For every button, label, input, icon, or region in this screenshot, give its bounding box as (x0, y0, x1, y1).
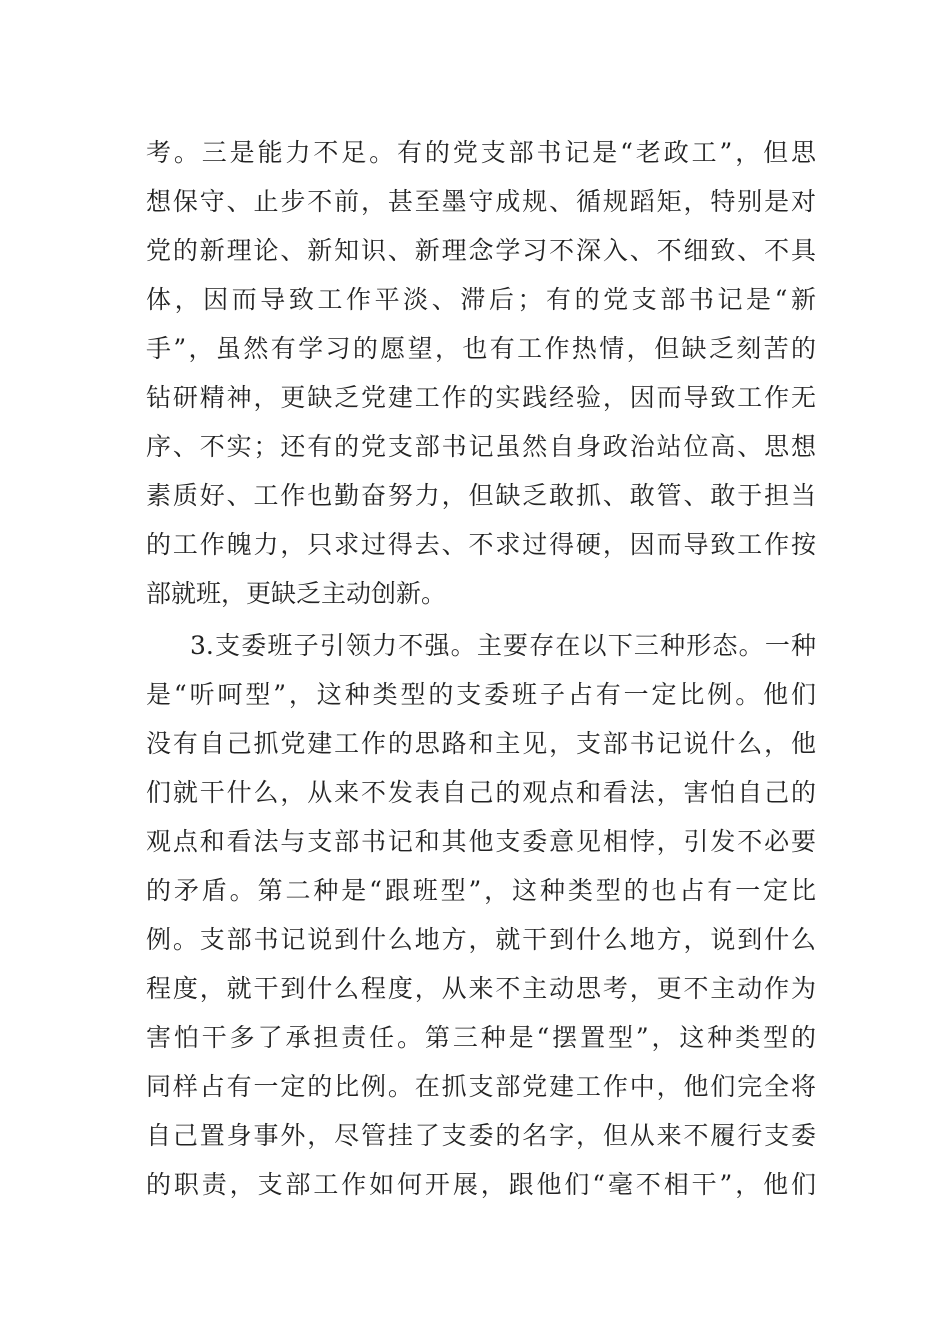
text-line: 素质好、工作也勤奋努力，但缺乏敢抓、敢管、敢于担当 (146, 481, 816, 510)
text-line: 们就干什么，从来不发表自己的观点和看法，害怕自己的 (146, 778, 816, 807)
section-heading-line: 3.支委班子引领力不强。主要存在以下三种形态。一种 (190, 631, 816, 660)
text-line: 钻研精神，更缺乏党建工作的实践经验，因而导致工作无 (146, 383, 816, 412)
text-line: 体，因而导致工作平淡、滞后；有的党支部书记是“新 (146, 285, 816, 314)
text-line: 的职责，支部工作如何开展，跟他们“毫不相干”，他们 (146, 1170, 816, 1199)
text-line: 没有自己抓党建工作的思路和主见，支部书记说什么，他 (146, 729, 816, 758)
text-line: 的工作魄力，只求过得去、不求过得硬，因而导致工作按 (146, 530, 816, 559)
text-line: 手”，虽然有学习的愿望，也有工作热情，但缺乏刻苦的 (146, 334, 816, 363)
text-line: 是“听呵型”，这种类型的支委班子占有一定比例。他们 (146, 680, 816, 709)
text-line: 程度，就干到什么程度，从来不主动思考，更不主动作为 (146, 974, 816, 1003)
text-line: 自己置身事外，尽管挂了支委的名字，但从来不履行支委 (146, 1121, 816, 1150)
text-line: 序、不实；还有的党支部书记虽然自身政治站位高、思想 (146, 432, 816, 461)
text-line: 的矛盾。第二种是“跟班型”，这种类型的也占有一定比 (146, 876, 816, 905)
text-line: 党的新理论、新知识、新理念学习不深入、不细致、不具 (146, 236, 816, 265)
text-line: 例。支部书记说到什么地方，就干到什么地方，说到什么 (146, 925, 816, 954)
paragraph-end-line: 部就班，更缺乏主动创新。 (146, 579, 447, 608)
text-line: 观点和看法与支部书记和其他支委意见相悖，引发不必要 (146, 827, 816, 856)
text-line: 害怕干多了承担责任。第三种是“摆置型”，这种类型的 (146, 1023, 816, 1052)
text-line: 同样占有一定的比例。在抓支部党建工作中，他们完全将 (146, 1072, 816, 1101)
text-line: 想保守、止步不前，甚至墨守成规、循规蹈矩，特别是对 (146, 187, 816, 216)
text-line: 考。三是能力不足。有的党支部书记是“老政工”，但思 (146, 138, 816, 167)
